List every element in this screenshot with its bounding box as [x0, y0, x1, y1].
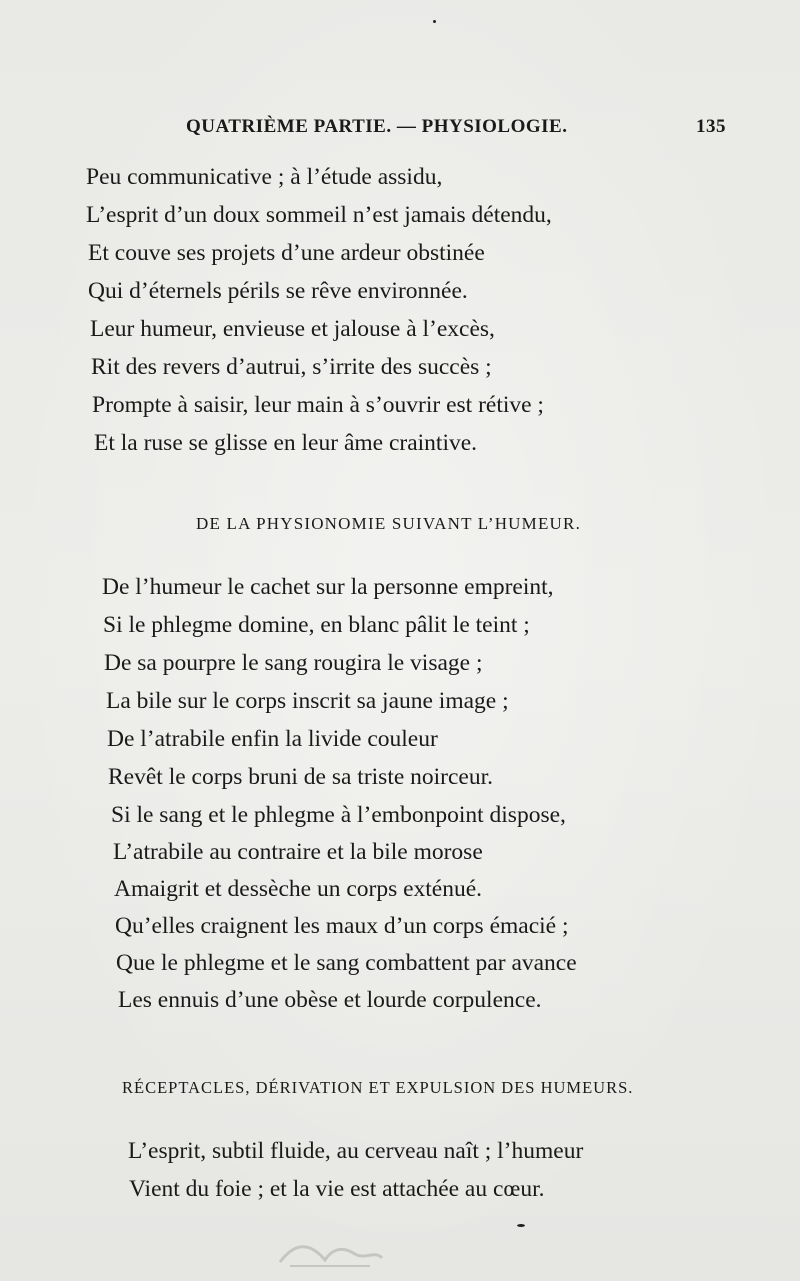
ornament-icon [270, 1232, 390, 1272]
verse-line: Rit des revers d’autrui, s’irrite des succès ; [91, 354, 492, 380]
verse-line: Prompte à saisir, leur main à s’ouvrir est rétive ; [92, 392, 544, 418]
section-heading-physionomie: DE LA PHYSIONOMIE SUIVANT L’HUMEUR. [196, 514, 582, 533]
verse-line: Si le sang et le phlegme à l’embonpoint dispose, [111, 802, 566, 828]
verse-line: De l’humeur le cachet sur la personne empreint, [102, 574, 554, 600]
verse-line: La bile sur le corps inscrit sa jaune image ; [106, 688, 509, 714]
section-heading-receptacles: RÉCEPTACLES, DÉRIVATION ET EXPULSION DES HUMEURS. [122, 1078, 634, 1097]
printing-speck [433, 20, 436, 23]
page-number: 135 [696, 116, 726, 137]
verse-line: Vient du foie ; et la vie est attachée au cœur. [129, 1176, 545, 1202]
verse-line: Leur humeur, envieuse et jalouse à l’excès, [90, 316, 495, 342]
verse-line: L’esprit d’un doux sommeil n’est jamais détendu, [86, 202, 552, 228]
verse-line: Qu’elles craignent les maux d’un corps émacié ; [115, 913, 569, 939]
verse-line: Et couve ses projets d’une ardeur obstinée [88, 240, 485, 266]
verse-line: Que le phlegme et le sang combattent par avance [116, 950, 577, 976]
printing-speck [517, 1224, 525, 1227]
verse-line: L’esprit, subtil fluide, au cerveau naît ; l’humeur [128, 1138, 584, 1164]
verse-line: De l’atrabile enfin la livide couleur [107, 726, 438, 752]
running-head-title: QUATRIÈME PARTIE. — PHYSIOLOGIE. [186, 116, 568, 137]
verse-line: Et la ruse se glisse en leur âme craintive. [94, 430, 478, 456]
verse-line: L’atrabile au contraire et la bile morose [113, 839, 483, 865]
verse-line: Revêt le corps bruni de sa triste noirceur. [108, 764, 494, 790]
running-head [186, 116, 730, 144]
verse-line: De sa pourpre le sang rougira le visage ; [104, 650, 483, 676]
verse-line: Peu communicative ; à l’étude assidu, [86, 164, 443, 190]
verse-line: Si le phlegme domine, en blanc pâlit le teint ; [103, 612, 530, 638]
verse-line: Amaigrit et dessèche un corps exténué. [114, 876, 483, 902]
verse-line: Qui d’éternels périls se rêve environnée. [88, 278, 468, 304]
verse-line: Les ennuis d’une obèse et lourde corpulence. [118, 987, 542, 1013]
